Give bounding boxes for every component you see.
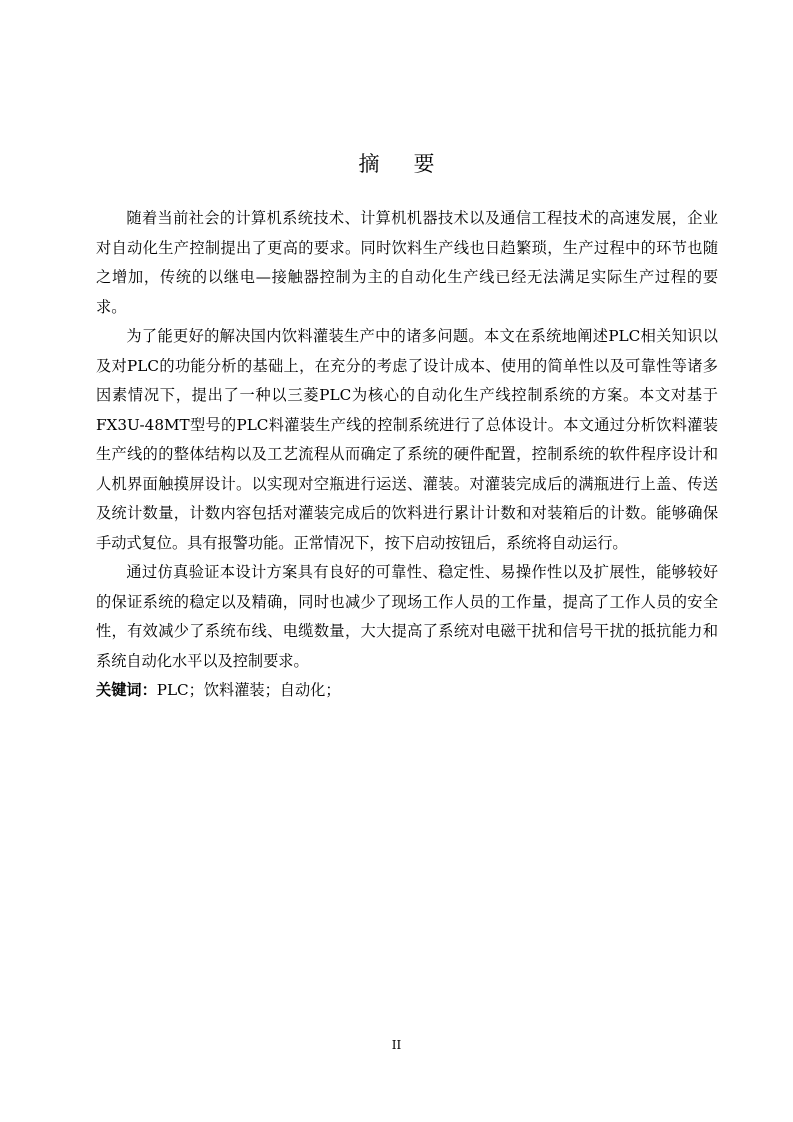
page-number: II — [391, 1038, 402, 1052]
abstract-paragraph-2: 为了能更好的解决国内饮料灌装生产中的诸多问题。本文在系统地阐述PLC相关知识以及对PLC的功能分析的基础上，在充分的考虑了设计成本、使用的简单性以及可靠性等诸多因素情况下，提出了一种以三菱PLC为核心的自动化生产线控制系统的方案。本文对基于FX3U-48MT型号的PLC料灌装生产线的控制系统进行了总体设计。本文通过分析饮料灌装生产线的的整体结构以及工艺流程从而确定了系统的硬件配置，控制系统的软件程序设计和人机界面触摸屏设计。以实现对空瓶进行运送、灌装。对灌装完成后的满瓶进行上盖、传送及统计数量，计数内容包括对灌装完成后的饮料进行累计计数和对装箱后的计数。能够确保手动式复位。具有报警功能。正常情况下，按下启动按钮后，系统将自动运行。 — [96, 327, 718, 552]
keywords-line — [96, 676, 718, 706]
abstract-body — [96, 204, 718, 706]
keywords-label: 关键词： — [96, 681, 157, 699]
page-title: 摘要 — [358, 152, 469, 176]
abstract-paragraph-3: 通过仿真验证本设计方案具有良好的可靠性、稳定性、易操作性以及扩展性，能够较好的保证系统的稳定以及精确，同时也减少了现场工作人员的工作量，提高了工作人员的安全性，有效减少了系统布线、电缆数量，大大提高了系统对电磁干扰和信号干扰的抵抗能力和系统自动化水平以及控制要求。 — [96, 563, 718, 670]
abstract-paragraph-1: 随着当前社会的计算机系统技术、计算机机器技术以及通信工程技术的高速发展，企业对自动化生产控制提出了更高的要求。同时饮料生产线也日趋繁琐，生产过程中的环节也随之增加，传统的以继电—接触器控制为主的自动化生产线已经无法满足实际生产过程的要求。 — [96, 209, 718, 316]
keywords-value: PLC；饮料灌装；自动化； — [156, 681, 341, 699]
